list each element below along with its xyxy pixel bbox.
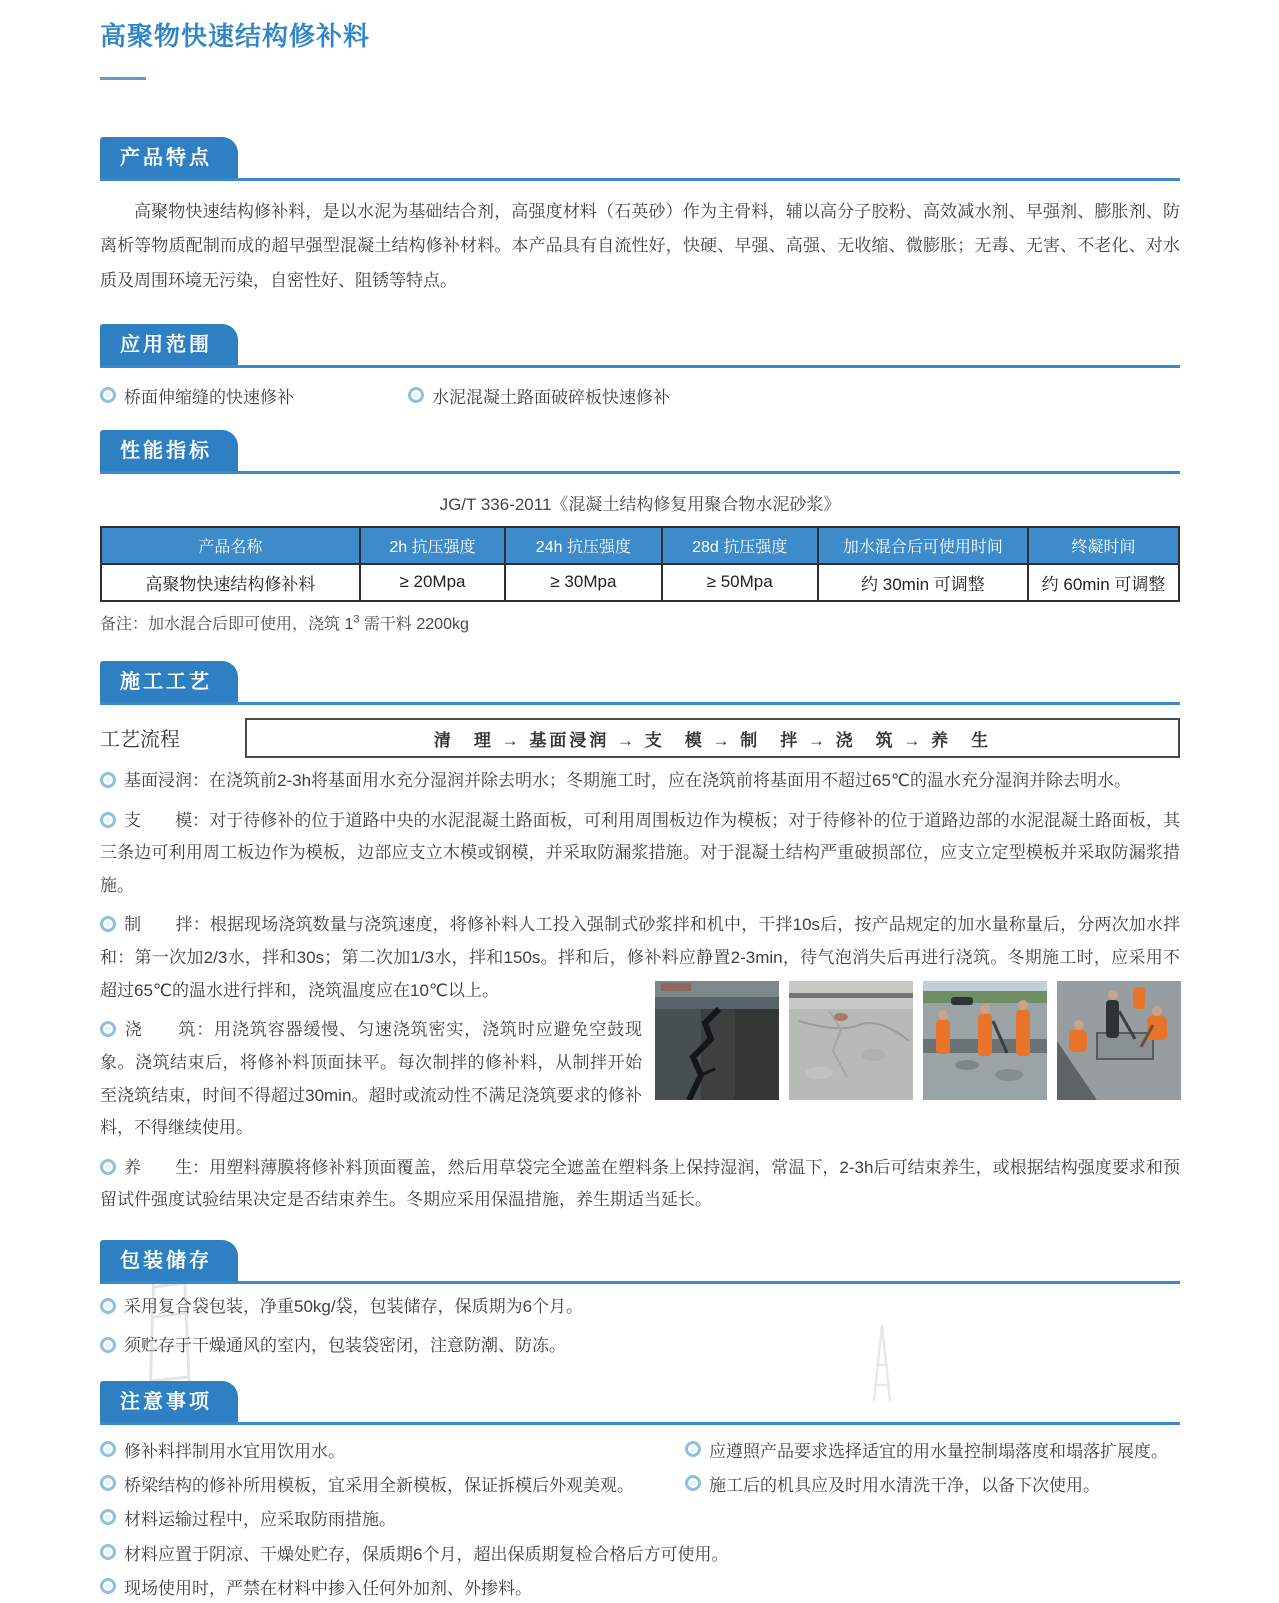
column-header: 加水混合后可使用时间 <box>818 527 1028 564</box>
section-header-process <box>100 661 1180 705</box>
section-tab-notes: 注意事项 <box>100 1381 238 1422</box>
packaging-text: 采用复合袋包装，净重50kg/袋，包装储存，保质期为6个月。 <box>124 1297 584 1317</box>
table-cell: 高聚物快速结构修补料 <box>101 564 360 601</box>
table-footnote <box>100 611 1180 634</box>
note-text: 材料运输过程中，应采取防雨措施。 <box>124 1510 396 1530</box>
photo-workers-finishing-patch <box>1057 981 1181 1100</box>
circle-bullet-icon <box>100 1509 116 1525</box>
circle-bullet-icon <box>100 387 116 403</box>
section-tab-performance: 性能指标 <box>100 430 238 471</box>
column-header: 终凝时间 <box>1028 527 1179 564</box>
note-text: 桥梁结构的修补所用模板，宜采用全新模板，保证拆模后外观美观。 <box>124 1476 634 1496</box>
section-header-applications <box>100 324 1180 368</box>
section-header-performance <box>100 430 1180 474</box>
note-item <box>100 1471 685 1500</box>
note-item <box>100 1540 1180 1569</box>
document-page <box>100 0 1180 1603</box>
process-step-pouring <box>100 1014 642 1145</box>
standard-reference: JG/T 336-2011《混凝土结构修复用聚合物水泥砂浆》 <box>439 494 841 514</box>
circle-bullet-icon <box>100 772 116 788</box>
application-item <box>408 383 670 408</box>
circle-bullet-icon <box>100 812 116 828</box>
packaging-item <box>100 1291 1180 1322</box>
section-tab-process: 施工工艺 <box>100 661 238 702</box>
circle-bullet-icon <box>100 1475 116 1491</box>
table-cell: 约 60min 可调整 <box>1028 564 1179 601</box>
table-cell: 约 30min 可调整 <box>818 564 1028 601</box>
column-header: 28d 抗压强度 <box>662 527 818 564</box>
note-item <box>100 1505 1180 1534</box>
column-header: 产品名称 <box>101 527 360 564</box>
note-text: 应遵照产品要求选择适宜的用水量控制塌落度和塌落扩展度。 <box>709 1441 1168 1461</box>
circle-bullet-icon <box>100 1337 116 1353</box>
table-header-row <box>101 527 1179 564</box>
section-header-notes <box>100 1381 1180 1425</box>
notes-two-column <box>100 1432 1180 1500</box>
step-text: 养 生：用塑料薄膜将修补料顶面覆盖，然后用草袋完全遮盖在塑料条上保持湿润，常温下，2-3h后可结束养生，或根据结构强度要求和预留试件强度试验结果决定是否结束养生。冬期应采用保温措施，养生期适当延长。 <box>100 1157 1180 1210</box>
section-tab-packaging: 包装储存 <box>100 1240 238 1281</box>
note-item <box>100 1574 1180 1603</box>
application-label: 水泥混凝土路面破碎板快速修补 <box>432 387 670 407</box>
application-label: 桥面伸缩缝的快速修补 <box>124 387 294 407</box>
table-cell: ≥ 20Mpa <box>360 564 506 601</box>
title-underline <box>100 77 146 80</box>
table-cell: ≥ 50Mpa <box>662 564 818 601</box>
note-text: 材料应置于阴凉、干燥处贮存，保质期6个月，超出保质期复检合格后方可使用。 <box>124 1544 729 1564</box>
note-text: 施工后的机具应及时用水清洗干净，以备下次使用。 <box>709 1476 1100 1496</box>
page-title: 高聚物快速结构修补料 <box>100 21 371 51</box>
section-tab-features: 产品特点 <box>100 137 238 178</box>
circle-bullet-icon <box>100 1544 116 1560</box>
process-flow <box>100 718 1180 758</box>
step-text: 制 拌：根据现场浇筑数量与浇筑速度，将修补料人工投入强制式砂浆拌和机中，干拌10s后，按产品规定的加水量称量后，分两次加水拌和：第一次加2/3水，拌和30s；第二次加1/3水，拌和150s。拌和后，修补料应静置2-3min，待气泡消失后再进行浇筑。冬期施工时，应采用不超过65℃的温水进行拌和，浇筑温度应在10℃以上。 <box>100 915 1180 1000</box>
packaging-text: 须贮存于干燥通风的室内，包装袋密闭，注意防潮、防冻。 <box>124 1335 566 1355</box>
footnote-text: 备注：加水混合后即可使用，浇筑 1 <box>100 615 354 633</box>
circle-bullet-icon <box>100 1298 116 1314</box>
section-tab-applications: 应用范围 <box>100 324 238 365</box>
packaging-item <box>100 1330 1180 1361</box>
step-text: 基面浸润：在浇筑前2-3h将基面用水充分湿润并除去明水；冬期施工时，应在浇筑前将基面用不超过65℃的温水充分湿润并除去明水。 <box>124 770 1132 790</box>
process-photo-strip <box>655 981 1181 1145</box>
photo-cracked-wet-asphalt <box>655 981 779 1100</box>
flow-label: 工艺流程 <box>100 729 180 752</box>
features-paragraph: 高聚物快速结构修补料，是以水泥为基础结合剂，高强度材料（石英砂）作为主骨料，辅以高分子胶粉、高效减水剂、早强剂、膨胀剂、防离析等物质配制而成的超早强型混凝土结构修补材料。本产品具有自流性好，快硬、早强、高强、无收缩、微膨胀；无毒、无害、不老化、对水质及周围环境无污染，自密性好、阻锈等特点。 <box>100 202 1180 290</box>
footnote-superscript: 3 <box>353 613 360 626</box>
step-text: 浇 筑：用浇筑容器缓慢、匀速浇筑密实，浇筑时应避免空鼓现象。浇筑结束后，将修补料顶面抹平。每次制拌的修补料，从制拌开始至浇筑结束，时间不得超过30min。超时或流动性不满足浇筑要求的修补料，不得继续使用。 <box>100 1020 642 1138</box>
process-step-curing <box>100 1152 1180 1217</box>
circle-bullet-icon <box>100 916 116 932</box>
note-text: 修补料拌制用水宜用饮用水。 <box>124 1441 345 1461</box>
circle-bullet-icon <box>685 1441 701 1457</box>
section-header-packaging <box>100 1240 1180 1284</box>
performance-table <box>100 526 1180 602</box>
circle-bullet-icon <box>408 387 424 403</box>
step-text: 支 模：对于待修补的位于道路中央的水泥混凝土路面板，可利用周围板边作为模板；对于待修补的位于道路边部的水泥混凝土路面板，其三条边可利用周工板边作为模板，边部应支立木模或钢模，并采取防漏浆措施。对于混凝土结构严重破损部位，应支立定型模板并采取防漏浆措施。 <box>100 810 1180 895</box>
circle-bullet-icon <box>100 1578 116 1594</box>
note-item <box>685 1437 1180 1466</box>
note-item <box>685 1471 1180 1500</box>
flow-diagram: 清 理 → 基面浸润 → 支 模 → 制 拌 → 浇 筑 → 养 生 <box>245 718 1180 758</box>
circle-bullet-icon <box>100 1441 116 1457</box>
photo-cracked-concrete-slab <box>789 981 913 1100</box>
circle-bullet-icon <box>685 1475 701 1491</box>
table-row <box>101 564 1179 601</box>
photo-road-repair-workers <box>923 981 1047 1100</box>
circle-bullet-icon <box>100 1021 116 1037</box>
table-cell: ≥ 30Mpa <box>505 564 661 601</box>
section-header-features <box>100 137 1180 181</box>
application-item <box>100 383 408 408</box>
column-header: 24h 抗压强度 <box>505 527 661 564</box>
circle-bullet-icon <box>100 1159 116 1175</box>
process-step-formwork <box>100 805 1180 903</box>
footnote-text: 需干料 2200kg <box>359 615 469 633</box>
column-header: 2h 抗压强度 <box>360 527 506 564</box>
process-step-wetting <box>100 765 1180 798</box>
note-text: 现场使用时，严禁在材料中掺入任何外加剂、外掺料。 <box>124 1578 532 1598</box>
note-item <box>100 1437 685 1466</box>
applications-list <box>100 383 1180 408</box>
pour-step-and-photos <box>100 1007 1180 1145</box>
